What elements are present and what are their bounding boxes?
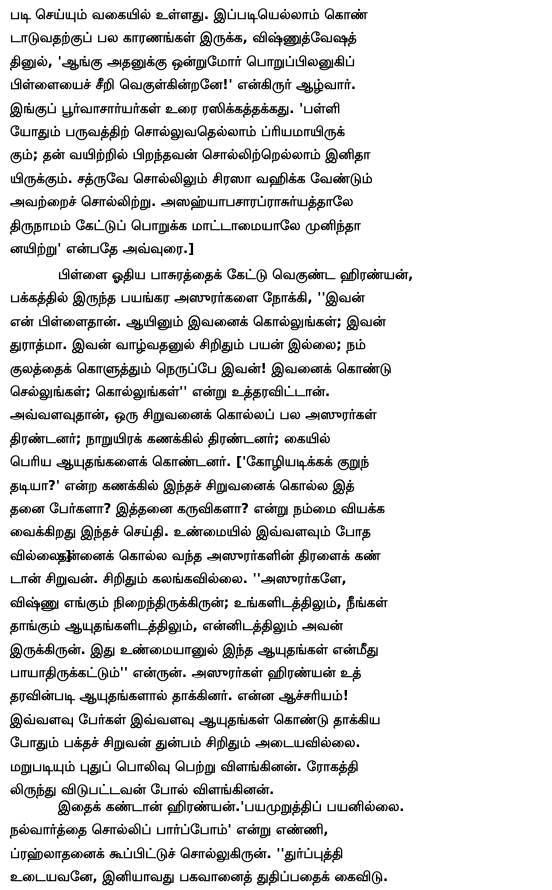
text-line: வைக்கிறது இந்தச் செய்தி. உண்மையில் இவ்வளவும் போத bbox=[10, 525, 371, 541]
text-line: விஷ்ணு எங்கும் நிறைந்திருக்கிருன்; உங்களிடத்திலும், நீங்கள் bbox=[10, 595, 388, 611]
text-line: இதைக் கண்டான் ஹிரண்யன்.'பயமுறுத்திப் பயனில்லை. bbox=[58, 800, 405, 815]
text-line: அவற்றைச் சொல்லிற்று. அஸஹ்யாபசாரப்ராசுர்யத்தாலே bbox=[10, 195, 354, 211]
text-line: தன்னைக் கொல்ல வந்த அஸுரர்களின் திரளைக் கண் bbox=[58, 549, 381, 564]
text-line: டாடுவதற்குப் பல காரணங்கள் இருக்க, விஷ்ணுத்வேஷத் bbox=[10, 31, 357, 47]
text-line: உடையவனே, இனியாவது பகவானைத் துதிப்பதைக் கைவிடு. bbox=[10, 870, 389, 886]
text-line: துராத்மா. இவன் வாழ்வதனுல் சிறிதும் பயன் இல்லை; நம் bbox=[10, 338, 366, 354]
text-line: இருக்கிருன். இது உண்மையானுல் இந்த ஆயுதங்கள் என்மீது bbox=[10, 642, 379, 658]
text-line: நல்வார்த்தை சொல்லிப் பார்ப்போம்' என்று எண்ணி, bbox=[10, 823, 329, 839]
paragraph-4 bbox=[0, 796, 552, 890]
text-line: டான் சிறுவன். சிறிதும் கலங்கவில்லை. ''அஸுரர்களே, bbox=[10, 572, 347, 588]
text-line: யிருக்கும். சத்ருவே சொல்லிலும் சிரஸா வஹிக்க வேண்டும் bbox=[10, 171, 373, 187]
text-line: தினுல், 'ஆங்கு அதனுக்கு ஒன்றுமோர் பொறுப்பிலனுகிப் bbox=[10, 54, 355, 70]
text-line: என் பிள்ளைதான். ஆயினும் இவனைக் கொல்லுங்கள்; இவன் bbox=[10, 314, 386, 330]
text-line: பிள்ளை ஓதிய பாசுரத்தைக் கேட்டு வெகுண்ட ஹிரண்யன், bbox=[58, 268, 414, 283]
text-line: தாங்கும் ஆயுதங்களிடத்திலும், என்னிடத்திலும் அவன் bbox=[10, 619, 343, 635]
text-line: பிள்ளையைச் சீறி வெகுள்கின்றனே!' என்கிருர் ஆழ்வார். bbox=[10, 78, 357, 94]
text-line: தனை பேர்களா? இத்தனை கருவிகளா? என்று நம்மை வியக்க bbox=[10, 501, 385, 517]
text-line: திருநாமம் கேட்டுப் பொறுக்க மாட்டாமையாலே முனிந்தா bbox=[10, 218, 361, 234]
text-line: படி செய்யும் வகையில் உள்ளது. இப்படியெல்லாம் கொண் bbox=[10, 8, 368, 23]
text-line: பாயாதிருக்கட்டும்'' என்ருன். அஸுரர்கள் ஹிரண்யன் உத் bbox=[10, 665, 362, 681]
text-line: குலத்தைக் கொளுத்தும் நெருப்பே இவன்! இவனைக் கொண்டு bbox=[10, 361, 392, 377]
paragraph-2 bbox=[0, 264, 552, 568]
text-line: தரவின்படி ஆயுதங்களால் தாக்கினர். என்ன ஆச்சரியம்! bbox=[10, 689, 349, 705]
text-line: வில்லை.] bbox=[10, 548, 72, 564]
text-line: கும்; தன் வயிற்றில் பிறந்தவன் சொல்லிற்றெல்லாம் இனிதா bbox=[10, 148, 371, 164]
text-line: பக்கத்தில் இருந்த பயங்கர அஸுரர்களை நோக்கி, ''இவன் bbox=[10, 291, 365, 307]
text-line: மறுபடியும் புதுப் பொலிவு பெற்று விளங்கினன். ரோகத்தி bbox=[10, 759, 359, 775]
text-line: ப்ரஹ்லாதனைக் கூப்பிட்டுச் சொல்லுகிருன். ''துர்ப்புத்தி bbox=[10, 846, 344, 862]
text-line: இங்குப் பூர்வாசார்யர்கள் உரை ரஸிக்கத்தக்கது. 'பள்ளி bbox=[10, 101, 341, 117]
text-line: யோதும் பருவத்திற் சொல்லுவதெல்லாம் ப்ரியமாயிருக் bbox=[10, 124, 345, 140]
text-line: னயிற்று' என்பதே அவ்வுரை.] bbox=[10, 241, 195, 257]
text-line: அவ்வளவுதான், ஒரு சிறுவனைக் கொல்லப் பல அஸுரர்கள் bbox=[10, 408, 377, 424]
paragraph-3 bbox=[0, 545, 552, 802]
text-line: இவ்வளவு பேர்கள் இவ்வளவு ஆயுதங்கள் கொண்டு தாக்கிய bbox=[10, 712, 381, 728]
text-line: பெரிய ஆயுதங்களைக் கொண்டனர். ['கோழியடிக்கக் குறுந் bbox=[10, 455, 370, 471]
text-line: லிருந்து விடுபட்டவன் போல் விளங்கினன். bbox=[10, 782, 275, 798]
text-line: திரண்டனர்; நாறுயிரக் கணக்கில் திரண்டனர்; கையில் bbox=[10, 431, 331, 447]
text-line: தடியா?' என்ற கணக்கில் இந்தச் சிறுவனைக் கொல்ல இத் bbox=[10, 478, 355, 494]
text-line: போதும் பக்தச் சிறுவன் துன்பம் சிறிதும் அடையவில்லை. bbox=[10, 736, 361, 752]
paragraph-1 bbox=[0, 4, 552, 261]
text-line: செல்லுங்கள்; கொல்லுங்கள்'' என்று உத்தரவிட்டான். bbox=[10, 384, 331, 400]
